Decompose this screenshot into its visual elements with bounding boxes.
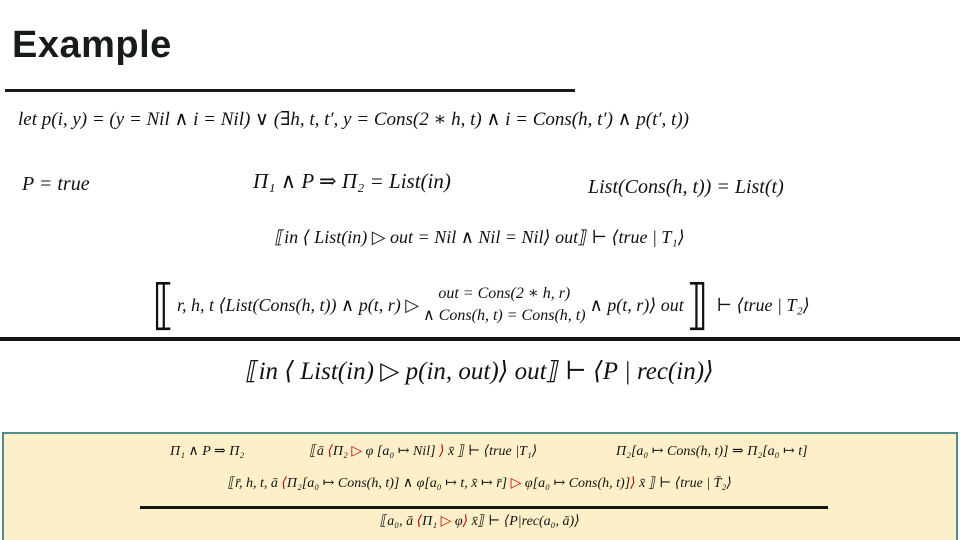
formula-segment: Π₁ bbox=[422, 514, 441, 529]
red-langle: ⟨ bbox=[416, 514, 423, 529]
formula-segment: x̄⟧ ⊢ ⟨P|rec(a₀, ā)⟩ bbox=[468, 514, 580, 529]
constraint-bottom: ∧ Cons(h, t) = Cons(h, t) bbox=[423, 307, 586, 324]
main-conclusion: ⟦in ⟨ List(in) ▷ p(in, out)⟩ out⟧ ⊢ ⟨P | rec(in)⟩ bbox=[246, 358, 714, 385]
premise-pi-implication: Π₁ ∧ P ⇒ Π₂ = List(in) bbox=[253, 169, 451, 193]
rule-box-conclusion bbox=[4, 513, 956, 530]
formula-segment: Π₂[a₀ ↦ Cons(h, t)] ∧ φ[a₀ ↦ t, x̄ ↦ r̄] bbox=[286, 476, 511, 491]
formula-segment: x̄ ⟧ ⊢ ⟨true |T₁⟩ bbox=[444, 444, 538, 459]
rule-box-premise-pi: Π₁ ∧ P ⇒ Π₂ bbox=[170, 444, 245, 459]
red-triangle-icon: ▷ bbox=[351, 444, 363, 459]
rule-box-premise-t2 bbox=[4, 475, 956, 492]
inference-rule-line bbox=[0, 337, 960, 341]
judgment-t2 bbox=[0, 272, 960, 338]
stacked-constraints bbox=[423, 283, 586, 326]
premise-p-true: P = true bbox=[22, 173, 90, 195]
red-triangle-icon: ▷ bbox=[510, 476, 522, 491]
red-triangle-icon: ▷ bbox=[440, 514, 452, 529]
red-rangle: ⟩ bbox=[630, 476, 636, 491]
definition-formula: let p(i, y) = (y = Nil ∧ i = Nil) ∨ (∃h, t, t′, y = Cons(2 ∗ h, t) ∧ i = Cons(h, t′) ∧ p(t′, t)) bbox=[18, 109, 689, 130]
rule-box-premise-subst: Π₂[a₀ ↦ Cons(h, t)] ⇒ Π₂[a₀ ↦ t] bbox=[616, 444, 808, 459]
close-white-bracket: ⟧ bbox=[685, 273, 709, 337]
rule-box-inference-line bbox=[140, 506, 828, 509]
judgment-t2-left: r, h, t ⟨List(Cons(h, t)) ∧ p(t, r) ▷ bbox=[176, 294, 420, 315]
red-rangle: ⟩ bbox=[439, 444, 445, 459]
title-underline bbox=[5, 89, 575, 92]
formula-segment: Π₂ bbox=[332, 444, 352, 459]
formula-segment: φ bbox=[451, 514, 463, 529]
rule-box bbox=[2, 432, 958, 540]
premise-list-equation: List(Cons(h, t)) = List(t) bbox=[588, 176, 784, 198]
formula-segment: ⟦r̄, h, t, ā bbox=[228, 476, 282, 491]
judgment-t2-entails: ⊢ ⟨true | T₂⟩ bbox=[716, 294, 810, 315]
slide-title: Example bbox=[12, 24, 172, 66]
formula-segment: φ[a₀ ↦ Cons(h, t)] bbox=[521, 476, 631, 491]
formula-segment: φ [a₀ ↦ Nil] bbox=[362, 444, 440, 459]
red-langle: ⟨ bbox=[281, 476, 287, 491]
rule-box-premise-t1 bbox=[310, 443, 537, 460]
formula-segment: ⟦a₀, ā bbox=[380, 514, 417, 529]
judgment-t2-right: ∧ p(t, r)⟩ out bbox=[589, 294, 684, 315]
constraint-top: out = Cons(2 ∗ h, r) bbox=[438, 285, 571, 303]
open-white-bracket: ⟦ bbox=[152, 273, 175, 337]
judgment-t1: ⟦in ⟨ List(in) ▷ out = Nil ∧ Nil = Nil⟩ out⟧ ⊢ ⟨true | T₁⟩ bbox=[275, 227, 685, 247]
formula-segment: x̄ ⟧ ⊢ ⟨true | T̄₂⟩ bbox=[635, 476, 732, 491]
formula-segment: ⟦ā bbox=[310, 444, 328, 459]
red-rangle: ⟩ bbox=[462, 514, 469, 529]
red-langle: ⟨ bbox=[327, 444, 333, 459]
